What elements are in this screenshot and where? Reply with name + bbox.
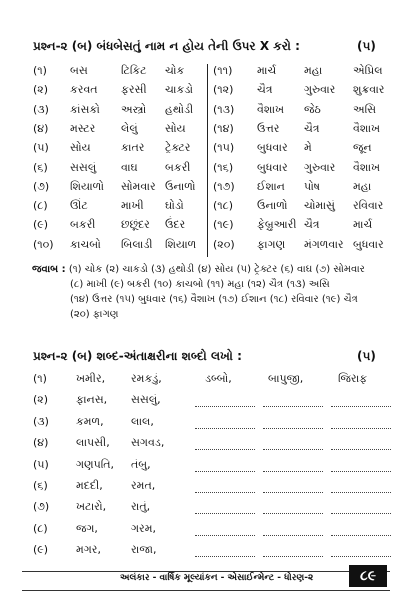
given-word: ગણપતિ, [76,458,115,471]
given-word: રમત, [131,479,156,492]
given-word: રાતું, [131,500,151,513]
row-number: (૭) [33,180,50,193]
given-word: રાજા, [131,543,157,556]
option-word: ચૈત્ર [304,122,320,135]
answer-blank[interactable] [331,492,391,493]
option-word: પોષ [304,180,321,193]
option-word: ચૈત્ર [304,218,320,231]
row-number: (૯) [33,543,49,556]
row-number: (૧) [33,64,47,77]
option-word: ઘોડો [165,199,184,212]
answer-blank[interactable] [195,556,255,557]
option-word: બકરી [70,218,96,231]
answer-blank[interactable] [195,428,255,429]
option-word: ટ્રેક્ટર [165,141,191,154]
option-word: અસિ [353,103,377,116]
option-word: હથોડી [165,103,194,116]
answer-blank[interactable] [263,513,323,514]
answer-blank[interactable] [331,406,391,407]
option-word: બિલાડી [121,238,153,251]
option-word: ઉનાળો [257,199,288,212]
row-number: (૫) [33,458,49,471]
row-number: (૩) [33,415,49,428]
answer-blank[interactable] [195,492,255,493]
answer-blank[interactable] [263,406,323,407]
row-number: (૧૦) [33,238,54,251]
option-word: લેલું [121,122,138,135]
row-number: (૧૭) [213,180,235,193]
answer-blank[interactable] [195,471,255,472]
example-word: બાપુજી, [268,372,304,385]
answer-line: (૮) માખી (૯) બકરી (૧૦) કાચબો (૧૧) મહા (૧૨) ચૈત્ર (૧૩) અસિ [70,279,330,290]
row-number: (૧૧) [213,64,233,77]
option-word: ઉંદર [165,218,186,231]
example-word: ડબ્બો, [205,372,232,385]
q2-marks: (૫) [357,349,376,363]
row-number: (૧૫) [213,141,235,154]
option-word: મહા [304,64,323,77]
option-word: કરવત [70,83,98,96]
option-word: કાંસકો [70,103,100,116]
answer-blank[interactable] [195,513,255,514]
option-word: મંગળવાર [304,238,344,251]
answer-blank[interactable] [195,535,255,536]
answer-blank[interactable] [195,406,255,407]
row-number: (૧૬) [213,161,234,174]
answer-blank[interactable] [331,428,391,429]
option-word: મહા [353,180,372,193]
option-word: શુક્રવાર [353,83,385,96]
answer-line: (૨૦) ફાગણ [70,309,119,320]
row-number: (૯) [33,218,49,231]
answer-blank[interactable] [331,535,391,536]
option-word: રવિવાર [353,199,384,212]
row-number: (૮) [33,522,48,535]
option-word: એપ્રિલ [353,64,383,77]
row-number: (૧૯) [213,218,234,231]
option-word: ઊંટ [70,199,88,212]
option-word: ચૈત્ર [257,83,273,96]
option-word: વૈશાખ [353,161,381,174]
row-number: (૧૮) [213,199,234,212]
example-word: જિરાફ [338,372,368,385]
given-word: ખટારો, [76,500,107,513]
option-word: ઉનાળો [165,180,196,193]
row-number: (૭) [33,500,50,513]
answer-line: (૧) ચોક (૨) ચાકડો (૩) હથોડી (૪) સોય (૫) ટ્રેક્ટર (૬) વાઘ (૭) સોમવાર [68,264,365,275]
given-word: લાપસી, [76,436,110,449]
option-word: ચોમાસું [304,199,335,212]
given-word: ફાનસ, [76,393,108,406]
answer-blank[interactable] [263,556,323,557]
page-number: ૮૯ [349,565,387,587]
footer-text: અલંકાર - વાર્ષિક મૂલ્યાંકન - એસાઈન્મેન્ટ - ધોરણ-૨ [120,573,314,583]
given-word: તંબુ, [131,458,151,471]
row-number: (૨૦) [213,238,235,251]
option-word: ફરસી [121,83,147,96]
answer-blank[interactable] [263,471,323,472]
given-word: લાલ, [131,415,154,428]
answer-blank[interactable] [263,535,323,536]
option-word: છછૂંદર [121,218,150,231]
option-word: જેઠ [304,103,321,116]
option-word: બકરી [165,161,191,174]
given-word: જગ, [76,522,98,535]
answer-blank[interactable] [263,428,323,429]
given-word: સગવડ, [131,436,165,449]
row-number: (૧) [33,372,47,385]
option-word: ફેબ્રુઆરી [257,218,297,231]
row-number: (૪) [33,122,49,135]
option-word: સોય [70,141,91,154]
option-word: માર્ચ [353,218,373,231]
answer-blank[interactable] [263,449,323,450]
option-word: ચોક [165,64,185,77]
option-word: ઈશાન [257,180,285,193]
q1-marks: (૫) [357,39,376,53]
option-word: બસ [70,64,88,77]
row-number: (૨) [33,83,49,96]
option-word: માર્ચ [257,64,277,77]
answer-blank[interactable] [331,471,391,472]
option-word: ફાગણ [257,238,286,251]
option-word: જૂન [353,141,372,154]
option-word: ટિકિટ [121,64,147,77]
option-word: મસ્ટર [70,122,96,135]
option-word: વૈશાખ [353,122,381,135]
option-word: ચાકડો [165,83,194,96]
row-number: (૫) [33,141,49,154]
option-word: ઉત્તર [257,122,280,135]
option-word: અસ્ત્રો [121,103,147,116]
given-word: રમકડું, [131,372,162,385]
option-word: બુધવાર [257,161,288,174]
option-word: બુધવાર [257,141,288,154]
row-number: (૬) [33,161,48,174]
option-word: શિયાળ [165,238,197,251]
given-word: ખમીર, [76,372,106,385]
row-number: (૧૪) [213,122,234,135]
option-word: માખી [121,199,144,212]
answer-line: (૧૪) ઉત્તર (૧૫) બુધવાર (૧૬) વૈશાખ (૧૭) ઈશાન (૧૮) રવિવાર (૧૯) ચૈત્ર [70,294,358,305]
answer-blank[interactable] [195,449,255,450]
option-word: ગુરુવાર [304,83,336,96]
answer-blank[interactable] [331,513,391,514]
given-word: મદદી, [76,479,103,492]
row-number: (૬) [33,479,48,492]
option-word: કાચબો [70,238,101,251]
answer-label: જવાબ : [32,264,66,275]
option-word: ગુરુવાર [304,161,336,174]
option-word: કાતર [121,141,145,154]
answer-blank[interactable] [331,449,391,450]
given-word: સસલું, [131,393,161,406]
option-word: શિયાળો [70,180,105,193]
row-number: (૮) [33,199,48,212]
row-number: (૧૨) [213,83,234,96]
given-word: ગરમ, [131,522,156,535]
row-number: (૪) [33,436,49,449]
given-word: કમળ, [76,415,104,428]
given-word: મગર, [76,543,101,556]
option-word: બુધવાર [353,238,384,251]
option-word: વૈશાખ [257,103,285,116]
option-word: વાઘ [121,161,138,174]
option-word: સોય [165,122,186,135]
option-word: મે [304,141,312,154]
q1-title: પ્રશ્ન-૨ (બ) બંધબેસતું નામ ન હોય તેની ઉપર X કરો : [33,39,300,53]
option-word: સોમવાર [121,180,156,193]
option-word: સસલું [70,161,97,174]
answer-blank[interactable] [331,556,391,557]
row-number: (૩) [33,103,49,116]
answer-blank[interactable] [263,492,323,493]
q1-answer [32,262,394,322]
row-number: (૨) [33,393,49,406]
row-number: (૧૩) [213,103,235,116]
column-divider [207,64,208,257]
q2-title: પ્રશ્ન-૨ (બ) શબ્દ-અંતાક્ષરીના શબ્દો લખો : [33,349,242,363]
